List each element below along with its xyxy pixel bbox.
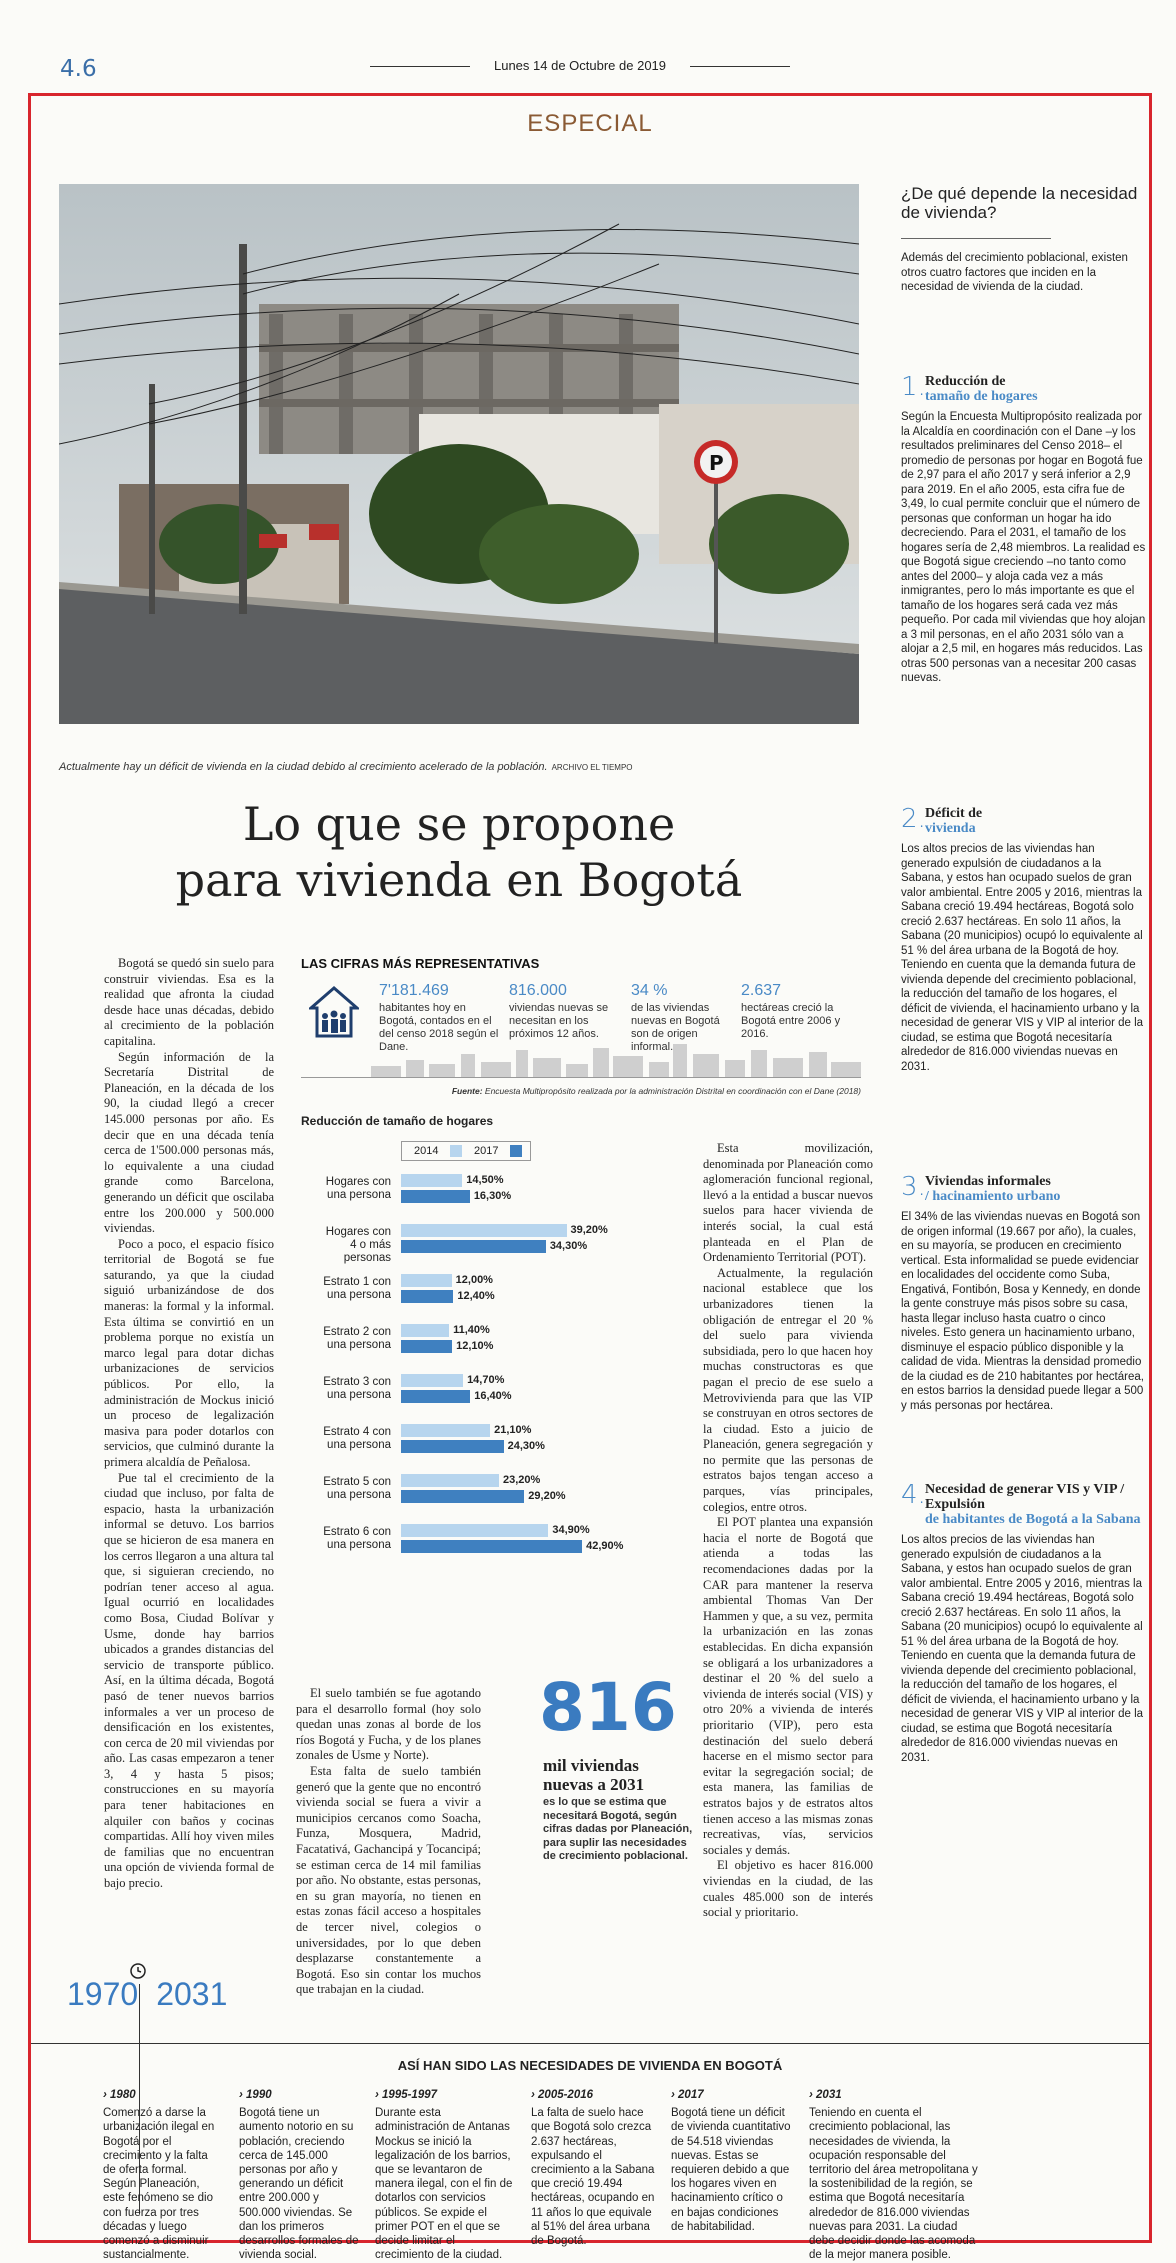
- stat-informal: 34 % de las viviendas nuevas en Bogotá son de origen informal.: [631, 982, 720, 1053]
- stat-new-homes: 816.000 viviendas nuevas se necesitan en los próximos 12 años.: [509, 982, 609, 1040]
- category-label: Estrato 4 con una persona: [323, 1426, 391, 1451]
- bar-2017: [401, 1540, 582, 1553]
- figures-source: Fuente: Encuesta Multipropósito realizada por la administración Distrital en coordinación con el Dane (2018): [451, 1086, 861, 1096]
- bar-value-label: 42,90%: [586, 1540, 624, 1552]
- bar-value-label: 11,40%: [453, 1324, 490, 1336]
- sidebar-question: ¿De qué depende la necesidad de vivienda?: [901, 184, 1138, 222]
- highlight-text: es lo que se estima que necesitará Bogotá, según cifras dadas por Planeación, para suplir las necesidades de crecimiento poblacional.: [543, 1796, 693, 1862]
- bar-2017: [401, 1340, 452, 1353]
- photo-credit: ARCHIVO EL TIEMPO: [551, 763, 633, 772]
- legend-label-2014: 2014: [414, 1145, 439, 1157]
- category-label: Estrato 3 con una persona: [323, 1376, 391, 1401]
- timeline-item-1990: › 1990 Bogotá tiene un aumento notorio en su población, creciendo cerca de 145.000 personas por año y generando un déficit entre 200.000 y 500.000 viviendas. Se dan los primeros desarrollos formales de vivienda social.: [239, 2089, 359, 2262]
- bar-value-label: 34,90%: [552, 1524, 590, 1536]
- clock-rewind-icon: [129, 1962, 147, 1980]
- bar-value-label: 29,20%: [528, 1490, 566, 1502]
- timeline-years: [67, 1976, 227, 2013]
- city-skyline-graphic: [301, 1044, 861, 1078]
- bar-2014: [401, 1374, 463, 1387]
- highlight-subtitle: mil viviendas nuevas a 2031: [543, 1756, 645, 1794]
- sidebar-divider: [901, 238, 1051, 239]
- key-figures-title: LAS CIFRAS MÁS REPRESENTATIVAS: [301, 956, 540, 971]
- paragraph: Esta falta de suelo también generó que la gente que no encontró vivienda social se fuera a vivir a municipios cercanos como Soacha, Funza, Mosquera, Madrid, Facatativá, Gachancipá y Tocancipá; se estiman cerca de 14 mil familias por año. No obstante, estas personas, en su gran mayoría, no tienen en estas zonas fácil acceso a hospitales de tercer nivel, colegios o universidades, por lo que deben desplazarse constantemente a Bogotá. Eso sin contar los muchos que trabajan en la ciudad.: [296, 1763, 481, 1997]
- section-label: ESPECIAL: [527, 110, 653, 137]
- bar-2017: [401, 1440, 504, 1453]
- legend-swatch-2017: [510, 1145, 522, 1157]
- stat-population: 7'181.469 habitantes hoy en Bogotá, contados en el del censo 2018 según el Dane.: [379, 982, 499, 1053]
- paragraph: Pue tal el crecimiento de la ciudad que incluso, por falta de espacio, hasta la urbanización informal se detuvo. Los barrios que se hicieron de esa manera en los cerros llegaron a una altura tal que, si siguieran creciendo, no podrían tener acceso al agua. Igual ocurrió en localidades como Bosa, Ciudad Bolívar y Usme, donde hay barrios ubicados a grandes distancias del servicio de transporte público. Así, en la última década, Bogotá pasó de tener nuevos barrios informales a ver un proceso de densificación en los existentes, con cerca de 20 mil viviendas por año. Las casas empezaron a tener 3, 4 y hasta 5 pisos; construcciones en su mayoría para tener habitaciones en alquiler con baños y cocinas compartidas. Allí hoy viven miles de familias que no encuentran una opción de vivienda formal de bajo precio.: [104, 1470, 274, 1891]
- bar-2017: [401, 1490, 524, 1503]
- timeline-horizontal-rule: [31, 2043, 1149, 2044]
- stat-hectares: 2.637 hectáreas creció la Bogotá entre 2006 y 2016.: [741, 982, 841, 1040]
- bar-2017: [401, 1240, 546, 1253]
- timeline-item-1995: › 1995-1997 Durante esta administración de Antanas Mockus se inició la legalización de los barrios, que se levantaron de manera ilegal, con el fin de dotarlos con servicios públicos. Se expide el primer POT en el que se decide limitar el crecimiento de la ciudad.: [375, 2089, 513, 2262]
- factor-2: 2. Déficit de vivienda Los altos precios de las viviendas han generado expulsión de ciudadanos a la Sabana, y estos han ocupado suelos de gran valor ambiental. Entre 2005 y 2016, mientras la Sabana creció 19.494 hectáreas, Bogotá solo creció 2.637 hectáreas. En solo 11 años, la Sabana (20 municipios) ocupó lo equivalente al 51 % del área urbana de la Bogotá de hoy. Teniendo en cuenta que la demanda futura de vivienda depende del crecimiento poblacional, la reducción del tamaño de los hogares, el déficit de vivienda, el hacinamiento urbano y la necesidad de generar VIS y VIP al interior de la ciudad, se estima que Bogotá necesitaría alrededor de 816.000 viviendas nuevas en 2031.: [901, 804, 1144, 1073]
- bar-value-label: 12,40%: [457, 1290, 495, 1302]
- bar-2014: [401, 1524, 548, 1537]
- bar-2014: [401, 1474, 499, 1487]
- chart-title: Reducción de tamaño de hogares: [301, 1114, 494, 1128]
- bar-value-label: 23,20%: [502, 1474, 541, 1486]
- bar-2017: [401, 1190, 470, 1203]
- paragraph: Según información de la Secretaría Distrital de Planeación, en la década de los 90, la ciudad llegó a crecer 145.000 personas por año. Es decir que en una década tenía cerca de 1'500.000 personas más, lo equivalente a una ciudad grande como Barcelona, generando un déficit que oscilaba entre los 200.000 y 500.000 viviendas.: [104, 1049, 274, 1236]
- article-frame: [28, 93, 1152, 2262]
- category-label: Hogares con una persona: [325, 1176, 391, 1201]
- paragraph: Esta movilización, denominada por Planeación como aglomeración funcional regional, llevó a la entidad a buscar nuevos suelos para hacer vivienda de interés social, la cual está planteada en el Plan de Ordenamiento Territorial (POT).: [703, 1141, 873, 1265]
- paragraph: Bogotá se quedó sin suelo para construir viviendas. Esa es la realidad que afronta la ciudad desde hace unas décadas, debido al crecimiento de la población capitalina.: [104, 956, 274, 1048]
- timeline-item-2017: › 2017 Bogotá tiene un déficit de vivienda cuantitativo de 54.518 viviendas nuevas. Estas se requieren debido a que los hogares viven en hacinamiento crítico o en bajas condiciones de habitabilidad.: [671, 2089, 791, 2233]
- legend-swatch-2014: [450, 1145, 462, 1157]
- bar-value-label: 14,50%: [466, 1174, 504, 1186]
- sidebar-intro: [901, 184, 1146, 295]
- timeline-title: ASÍ HAN SIDO LAS NECESIDADES DE VIVIENDA EN BOGOTÁ: [397, 2058, 783, 2073]
- bar-value-label: 16,40%: [474, 1390, 512, 1402]
- paragraph: El objetivo es hacer 816.000 viviendas en la ciudad, de las cuales 485.000 son de interés social y prioritario.: [703, 1858, 873, 1920]
- bar-value-label: 12,10%: [456, 1340, 494, 1352]
- bar-value-label: 24,30%: [507, 1440, 545, 1452]
- bar-2014: [401, 1174, 462, 1187]
- house-family-icon: [309, 986, 359, 1040]
- svg-text:P: P: [709, 451, 724, 475]
- factor-4: 4. Necesidad de generar VIS y VIP / Expulsión de habitantes de Bogotá a la Sabana Los altos precios de las viviendas han generado expulsión de ciudadanos a la Sabana, y estos han ocupado suelos de gran valor ambiental. Entre 2005 y 2016, mientras la Sabana creció 19.494 hectáreas, Bogotá solo creció 2.637 hectáreas. En solo 11 años, la Sabana (20 municipios) ocupó lo equivalente al 51 % del área urbana de la Bogotá de hoy. Teniendo en cuenta que la demanda futura de vivienda depende del crecimiento poblacional, la reducción del tamaño de los hogares, el déficit de vivienda, el hacinamiento urbano y la necesidad de generar VIS y VIP al interior de la ciudad, se estima que Bogotá necesitaría alrededor de 816.000 viviendas nuevas en 2031.: [901, 1480, 1144, 1764]
- bar-value-label: 14,70%: [467, 1374, 505, 1386]
- photo-caption: Actualmente hay un déficit de vivienda en la ciudad debido al crecimiento acelerado de la población. ARCHIVO EL TIEMPO: [59, 761, 633, 773]
- timeline-start-year: 1970: [67, 1976, 139, 2012]
- bar-2014: [401, 1324, 449, 1337]
- bar-value-label: 16,30%: [473, 1190, 512, 1202]
- factor-1: 1. Reducción de tamaño de hogares Según la Encuesta Multipropósito realizada por la Alcaldía en coordinación con el Dane –y los resultados preliminares del Censo 2018– el promedio de personas por hogar en Bogotá fue de 2,97 para el año 2017 y será inferior a 2,9 para 2019. En el año 2005, esta cifra fue de 3,49, lo cual permite concluir que el número de personas que conforman un hogar ha ido decreciendo. Para el 2031, el tamaño de los hogares sería de 2,48 miembros. La realidad es que Bogotá sigue creciendo –no tanto como antes del 2000– y aloja cada vez a más inmigrantes, pero lo más importante es que el tamaño de los hogares será cada vez más pequeño. Por cada mil viviendas que hoy alojan a 3 mil personas, en el año 2031 sólo van a alojar a 2,5 mil, en hogares más reducidos. Las otras 500 personas van a necesitar 200 casas nuevas.: [901, 372, 1146, 684]
- timeline-item-2005: › 2005-2016 La falta de suelo hace que Bogotá solo crezca 2.637 hectáreas, expulsando el crecimiento a la Sabana que creció 19.494 hectáreas, ocupando en 11 años lo que equivale al 51% del área urbana de Bogotá.: [531, 2089, 655, 2248]
- headline: Lo que se propone para vivienda en Bogotá: [175, 797, 743, 907]
- bar-2017: [401, 1390, 470, 1403]
- category-label: Estrato 5 con una persona: [323, 1476, 391, 1501]
- street-photo: [59, 184, 859, 724]
- body-column-1: [104, 956, 274, 1892]
- timeline-item-1980: › 1980 Comenzó a darse la urbanización ilegal en Bogotá por el crecimiento y la falta de oferta formal. Según Planeación, este fenómeno se dio con fuerza por tres décadas y luego comenzó a disminuir sustancialmente.: [103, 2089, 215, 2262]
- legend-label-2017: 2017: [474, 1145, 499, 1157]
- bar-value-label: 39,20%: [570, 1224, 608, 1236]
- body-column-2: [296, 1686, 481, 1998]
- factor-3: 3. Viviendas informales / hacinamiento urbano El 34% de las viviendas nuevas en Bogotá son de origen informal (19.667 por año), la cuales, en su mayoría, se producen en crecimiento vertical. Esta informalidad se puede evidenciar en localidades del occidente como Suba, Engativá, Fontibón, Bosa y Kennedy, en donde la gente construye más pisos sobre su casa, hasta llegar incluso hasta cuatro o cinco niveles. Esto genera un hacinamiento urbano, disminuye el espacio público disponible y la calidad de vida. Mientras la densidad promedio de la ciudad es de 210 habitantes por hectárea, en estos barrios la densidad puede llegar a 500 y más personas por hectárea.: [901, 1172, 1144, 1412]
- paragraph: Poco a poco, el espacio físico territorial de Bogotá se fue saturando, ya que la ciudad siguió urbanizándose de dos maneras: la formal y la informal. Esta última se convirtió en un problema porque no existía un marco legal para dotar dichas urbanizaciones de servicios públicos. Por ello, la administración de Mockus inició un proceso de legalización masiva para poder dotarlos con servicios, que culminó durante la primera alcaldía de Peñalosa.: [104, 1236, 274, 1469]
- timeline-item-2031: › 2031 Teniendo en cuenta el crecimiento poblacional, las necesidades de vivienda, la ocupación responsable del territorio del área metropolitana y la sostenibilidad de la región, se estima que Bogotá necesitaría alrededor de 816.000 viviendas nuevas para 2031. La ciudad debe decidir donde las acomoda de la mejor manera posible.: [809, 2089, 978, 2262]
- bar-value-label: 12,00%: [455, 1274, 493, 1286]
- paragraph: El POT plantea una expansión hacia el norte de Bogotá que atienda a todas las recomendaciones dadas por la CAR para mantener la reserva ambiental Thomas Van Der Hammen y que, a su vez, permita la urbanización en las zonas establecidas. En dicha expansión se obligará a los urbanizadores a destinar el 20 % del suelo a vivienda de interés social (VIS) y otro 20% a vivienda de interés prioritario (VIP), pero esta destinación del suelo deberá hacerse en el mismo sector para evitar la segregación social; de esta manera, las familias de estratos bajos y de estratos altos tienen acceso a las mismas zonas recreativas, vías, servicios sociales y demás.: [703, 1515, 873, 1857]
- category-label: Estrato 1 con una persona: [323, 1276, 391, 1301]
- paragraph: El suelo también se fue agotando para el desarrollo formal (hoy solo quedan unas zonas al borde de los ríos Bogotá y Fucha, y de los planes zonales de Usme y Norte).: [296, 1686, 481, 1763]
- bar-value-label: 21,10%: [494, 1424, 532, 1436]
- bar-2017: [401, 1290, 453, 1303]
- category-label: Hogares con 4 o más personas: [325, 1226, 391, 1264]
- chart-legend: [401, 1141, 531, 1161]
- timeline-end-year: 2031: [156, 1976, 228, 2012]
- paragraph: Actualmente, la regulación nacional establece que los urbanizadores tienen la obligación de entregar el 20 % del suelo para vivienda subsidiada, pero lo que hacen hoy muchas constructoras es que pagan el precio de ese suelo a Metrovivienda para que las VIP se construyan en otros sectores de la ciudad. Esto a juicio de Planeación, genera segregación y no permite que las personas de estratos bajos tengan acceso a parques, vías principales, colegios, entre otros.: [703, 1265, 873, 1514]
- key-figures-box: [301, 956, 861, 1104]
- category-label: Estrato 6 con una persona: [323, 1526, 391, 1551]
- bar-2014: [401, 1274, 452, 1287]
- page-number: 4.6: [60, 56, 97, 82]
- construction-photo-illustration: [59, 184, 859, 724]
- highlight-number: 816: [539, 1669, 677, 1746]
- bar-value-label: 34,30%: [549, 1240, 588, 1252]
- bar-2014: [401, 1424, 490, 1437]
- sidebar-intro-text: Además del crecimiento poblacional, existen otros cuatro factores que inciden en la necesidad de vivienda de la ciudad.: [901, 252, 1128, 293]
- household-size-chart: [301, 1114, 651, 1584]
- body-column-3: [703, 1141, 873, 1921]
- dateline: Lunes 14 de Octubre de 2019: [370, 58, 790, 73]
- category-label: Estrato 2 con una persona: [323, 1326, 391, 1351]
- bar-2014: [401, 1224, 567, 1237]
